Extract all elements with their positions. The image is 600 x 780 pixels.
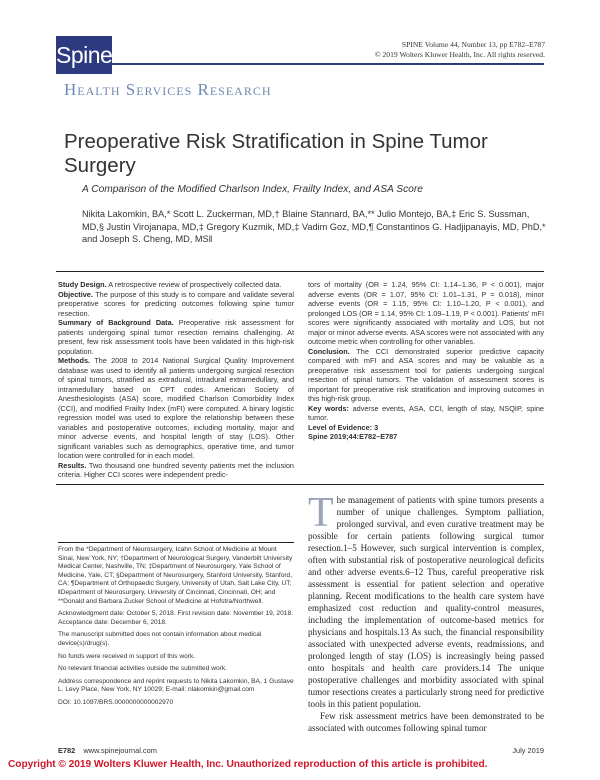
footnote-rule (58, 542, 294, 543)
financial-note: No relevant financial activities outside the submitted work. (58, 665, 227, 673)
body-paragraph-1: he management of patients with spine tumors presents a number of unique challenges. Symptom palliation, prolonged survival, and even curative treatment may be possible for certain patients following surgical tumor resection.1–5 However, such surgical intervention is complex, often with substantial risk of postoperative neurological deficits and other adverse events.6–12 Thus, careful preoperative risk assessment is essential for patient selection and operative planning. Recent modifications to the health care system have emphasized cost reduction and quality-control measures, including the implementation of outcome-based metrics for physicians and hospitals.13 As such, the financial responsibility associated with unexpected adverse events, readmissions, and prolonged length of stay (LOS) is increasingly being passed onto hospitals and health care providers.14 The unique postoperative challenges and morbidity associated with spinal tumor resections creates a particularly strong need for predictive tools in this patient population. (308, 495, 544, 709)
funds-note: No funds were received in support of this work. (58, 652, 196, 660)
evidence-level: Level of Evidence: 3 (308, 422, 379, 432)
page-number: E782 (58, 746, 76, 755)
abstract-right-column (308, 280, 544, 442)
correspondence: Address correspondence and reprint requests to Nikita Lakomkin, BA, 1 Gustave L. Levy Place, New York, NY 10029; E-mail: nlakomkin@gmail.com (58, 677, 294, 694)
background-label: Summary of Background Data. (58, 318, 174, 327)
volume-line: SPINE Volume 44, Number 13, pp E782–E787 (401, 40, 545, 49)
journal-logo: Spine (56, 36, 112, 74)
abstract-left-column (58, 280, 294, 480)
background-text: Preoperative risk assessment for patients undergoing spinal tumor resection remains challenging. At present, few risk assessment tools have been validated in this high-risk population. (58, 318, 294, 356)
results-label: Results. (58, 460, 87, 470)
affiliations: From the *Department of Neurosurgery, Icahn School of Medicine at Mount Sinai, New York, NY; †Department of Neurological Surgery, Vanderbilt University Medical Center, Nashville, TN; ‡Department of Neurosurgery, Yale School of Medicine, Yale, CT; §Department of Neurosurgery, Stanford University, Stanford, CA; ¶Department of Orthopaedic Surgery, University of Utah, Salt Lake City, UT; ‖Department of Neurosurgery, University of Cincinnati, Cincinnati, OH; and **Donald and Barbara Zucker School of Medicine at Hofstra/Northwell. (58, 546, 293, 605)
keywords-label: Key words: (308, 403, 349, 413)
article-title: Preoperative Risk Stratification in Spine Tumor Surgery (64, 130, 488, 177)
drop-cap: T (308, 490, 334, 536)
methods-label: Methods. (58, 356, 91, 365)
journal-copyright: © 2019 Wolters Kluwer Health, Inc. All rights reserved. (374, 50, 545, 59)
section-label: Health Services Research (64, 80, 272, 99)
results-text: Two thousand one hundred seventy patients met the inclusion criteria. Higher CCI scores were independent predic- (58, 460, 294, 479)
article-subtitle: A Comparison of the Modified Charlson Index, Frailty Index, and ASA Score (82, 184, 423, 195)
conclusion-label: Conclusion. (308, 346, 350, 356)
citation: Spine 2019;44:E782–E787 (308, 432, 398, 441)
results-continued: tors of mortality (OR = 1.24, 95% CI: 1.14–1.36, P < 0.001), major adverse events (OR = 1.07, 95% CI: 1.01–1.31, P = 0.018), minor adverse events (OR = 1.15, 95% CI: 1.10–1.20, P < 0.001), and prolonged LOS (OR = 1.14, 95% CI: 1.09–1.19, P < 0.001). Patients' mFI scores were significantly associated with mortality and LOS, but not major or minor adverse events. ASA scores were not associated with any outcome metric when controlling for other variables. (308, 280, 544, 346)
methods-text: The 2008 to 2014 National Surgical Quality Improvement database was used to identify all patients undergoing surgical resection of spinal tumors, stratified as extradural, intradural extramedullary, and intramedullary based on CPT codes. American Society of Anesthesiologists (ASA) score, modified Charlson Comorbidity Index (CCI), and modified Frailty Index (mFI) were computed. A binary logistic regression model was used to explore the relationship between these variables and postoperative outcomes, including mortality, major and minor adverse events, and hospital length of stay (LOS). Other significant variables such as demographics, operative time, and tumor location were controlled for in each model. (58, 356, 294, 460)
dates: Acknowledgment date: October 5, 2018. First revision date: November 19, 2018. Acceptance date: December 6, 2018. (58, 610, 293, 626)
body-paragraph-2: Few risk assessment metrics have been demonstrated to be associated with outcomes following spinal tumor (308, 711, 544, 733)
doi: DOI: 10.1097/BRS.0000000000002970 (58, 698, 174, 706)
abstract-top-rule (56, 271, 544, 272)
conclusion-text: The CCI demonstrated superior predictive capacity compared with mFI and ASA scores and may be valuable as a preoperative risk assessment tool for patients undergoing surgical resection of spinal tumors. The validation of assessment scores is important for preoperative risk stratification and improving outcomes in this high-risk group. (308, 346, 544, 403)
copyright-banner: Copyright © 2019 Wolters Kluwer Health, Inc. Unauthorized reproduction of this article is prohibited. (8, 759, 488, 770)
objective-label: Objective. (58, 289, 93, 299)
study-design-label: Study Design. (58, 280, 107, 289)
body-text (308, 490, 544, 734)
device-note: The manuscript submitted does not contain information about medical device(s)/drug(s). (58, 631, 262, 647)
page-footer-date: July 2019 (512, 746, 544, 755)
author-list: Nikita Lakomkin, BA,* Scott L. Zuckerman, MD,† Blaine Stannard, BA,** Julio Montejo, BA,‡ Eric S. Sussman, MD,§ Justin Virojanapa, MD,‡ Gregory Kuzmik, MD,‡ Vadim Goz, MD,¶ Constantinos G. Hadjipanayis, MD, PhD,* and Joseph S. Cheng, MD, MS‖ (82, 209, 546, 244)
journal-url: www.spinejournal.com (83, 746, 157, 755)
header-rule (112, 63, 544, 65)
journal-info (300, 40, 545, 60)
study-design-text: A retrospective review of prospectively collected data. (108, 280, 282, 289)
page-footer-left (58, 746, 157, 755)
keywords-text: adverse events, ASA, CCI, length of stay, NSQIP, spine tumor. (308, 403, 544, 422)
objective-text: The purpose of this study is to compare and validate several preoperative scores for predicting outcomes following spine tumor resection. (58, 289, 294, 318)
footnotes (58, 546, 294, 712)
abstract-bottom-rule (56, 484, 544, 485)
